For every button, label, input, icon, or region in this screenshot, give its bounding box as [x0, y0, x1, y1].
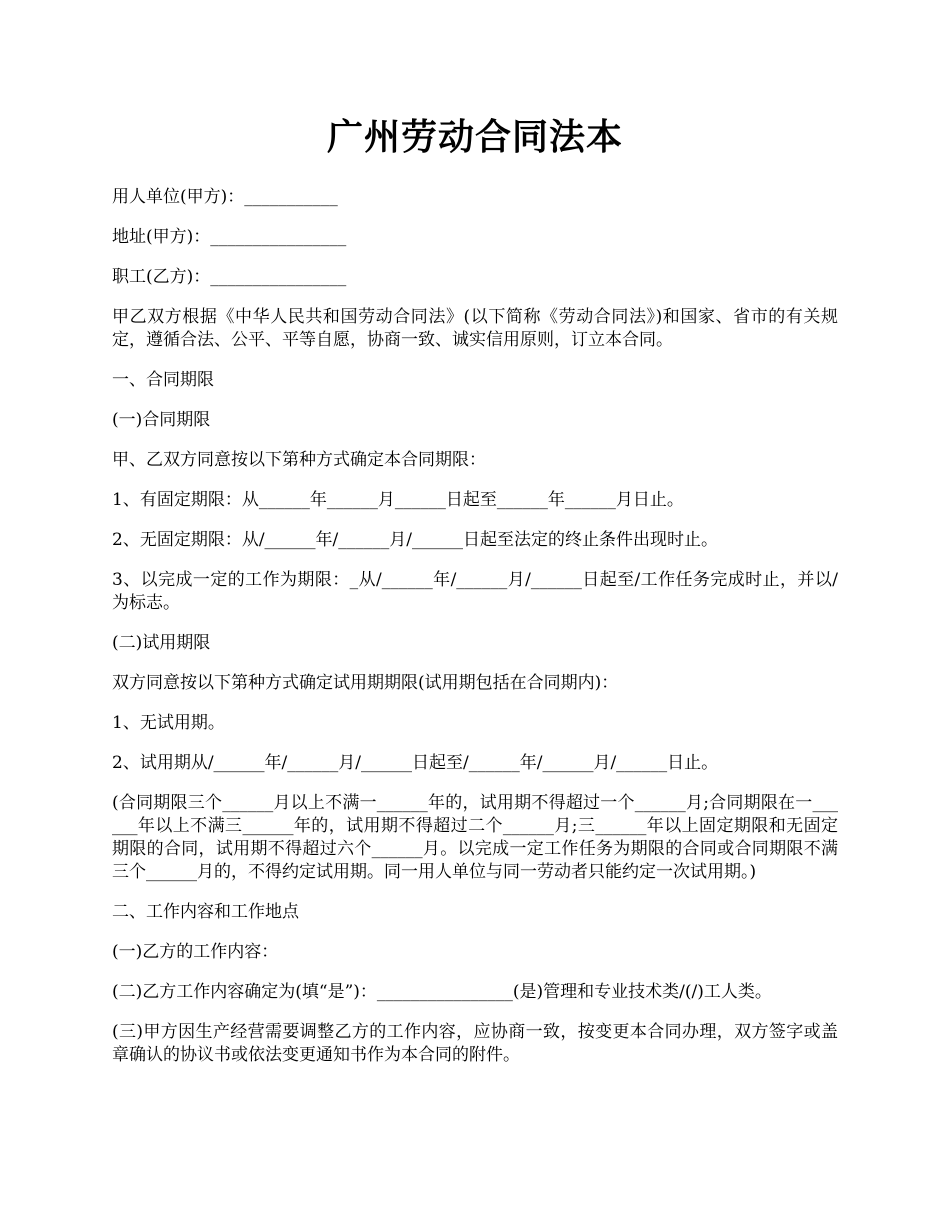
party-a-address-line: 地址(甲方)：________________ [112, 227, 347, 247]
no-probation-clause: 1、无试用期。 [112, 713, 225, 733]
party-a-employer-line: 用人单位(甲方)：___________ [112, 187, 338, 207]
probation-method-paragraph: 双方同意按以下第种方式确定试用期期限(试用期包括在合同期内)： [112, 673, 619, 693]
open-term-clause: 2、无固定期限：从/______年/______月/______日起至法定的终止条件出现时止。 [112, 530, 718, 550]
work-adjustment-clause: (三)甲方因生产经营需要调整乙方的工作内容，应协商一致，按变更本合同办理，双方签字或盖章确认的协议书或依法变更通知书作为本合同的附件。 [112, 1022, 838, 1065]
fixed-term-clause: 1、有固定期限：从______年______月______日起至______年______月日止。 [112, 490, 684, 510]
document-title: 广州劳动合同法本 [326, 117, 623, 158]
subsection-heading-contract-term: (一)合同期限 [112, 410, 211, 430]
section-heading-work-content: 二、工作内容和工作地点 [112, 902, 299, 922]
subsection-heading-probation: (二)试用期限 [112, 633, 211, 653]
probation-dates-clause: 2、试用期从/______年/______月/______日起至/______年/______月/______日止。 [112, 753, 719, 773]
party-b-employee-line: 职工(乙方)：________________ [112, 267, 347, 287]
probation-rules-paragraph: (合同期限三个______月以上不满一______年的，试用期不得超过一个______月;合同期限在一______年以上不满三______年的，试用期不得超过二个______月;三______年以上固定期限和无固定期限的合同，试用期不得超过六个______月。以完成一定工作任务为期限的合同或合同期限不满三个______月的，不得约定试用期。同一用人单位与同一劳动者只能约定一次试用期。) [112, 793, 838, 882]
subsection-work-content: (一)乙方的工作内容： [112, 942, 279, 962]
term-method-paragraph: 甲、乙双方同意按以下第种方式确定本合同期限： [112, 450, 486, 470]
task-term-clause: 3、以完成一定的工作为期限：_从/______年/______月/______日起至/工作任务完成时止，并以/为标志。 [112, 570, 838, 613]
work-category-clause: (二)乙方工作内容确定为(填“是”)：________________(是)管理和专业技术类/(/)工人类。 [112, 982, 772, 1002]
section-heading-contract-term: 一、合同期限 [112, 370, 214, 390]
preamble-paragraph: 甲乙双方根据《中华人民共和国劳动合同法》(以下简称《劳动合同法》)和国家、省市的有关规定，遵循合法、公平、平等自愿，协商一致、诚实信用原则，订立本合同。 [112, 307, 838, 350]
